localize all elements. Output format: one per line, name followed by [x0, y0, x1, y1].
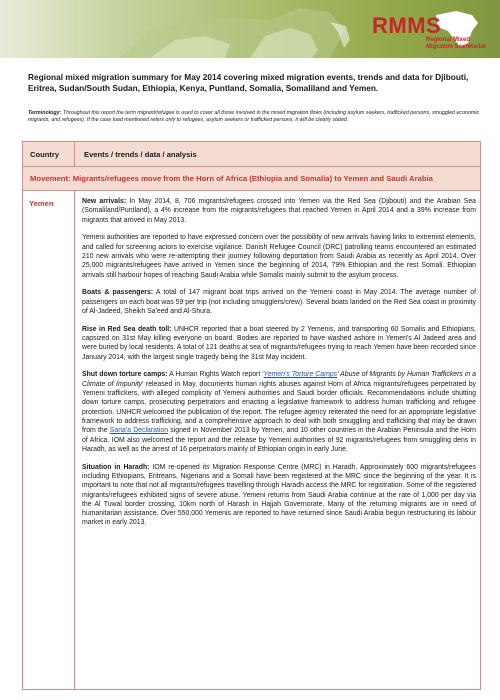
text-torture-post: signed in November 2013 by Yemen, and 10 other countries in the Arabian Peninsula and the Horn of Africa. IOM also welcomed the report and the release by Yemeni authorities of 92 migrants/refugees from smuggling dens in Haradh, as well as the arrest of 16 perpetrators mainly of Ethiopian origin in early June. — [82, 427, 476, 453]
paragraph-boats — [82, 288, 476, 316]
logo-text: RMMS — [372, 13, 442, 38]
paragraph-death-toll — [82, 325, 476, 362]
hrw-report-link[interactable]: Yemen's Torture Camps — [263, 371, 338, 379]
table-header-row — [23, 142, 480, 167]
events-table — [22, 141, 481, 690]
text-haradh: IOM re-opened its Migration Response Centre (MRC) in Haradh. Approximately 600 migrants/refugees including Ethiopians, Eritreans, Nigerians and a Somali have been registered at the MRC since the beginning of the year. It is important to note that not all migrants/refugees travelling through Haradh access the MRC for registration. Some of the registered migrants/refugees exhibited signs of severe abuse. Yemeni returns from Saudi Arabia continue at the rate of 1,000 per day via the Al Tuwal border crossing, 10km north of Harash in Hajjah Governorate. Many of the returning migrants are in need of humanitarian assistance. Over 550,000 Yemenis are reported to have returned since Saudi Arabia begun restructuring its labour market in early 2013. — [82, 463, 476, 527]
logo-subtitle: Regional Mixed Migration Secretariat — [426, 37, 486, 50]
country-cell: Yemen — [29, 199, 54, 208]
events-cell — [82, 197, 476, 536]
document-title: Regional mixed migration summary for May 2014 covering mixed migration events, trends and data for Djibouti, Eritrea, Sudan/South Sudan, Ethiopia, Kenya, Puntland, Somalia, Somaliland and Yemen. — [28, 72, 469, 93]
paragraph-authorities — [82, 233, 476, 279]
column-header-country: Country — [30, 150, 60, 159]
text-boats: A total of 147 migrant boat trips arrived on the Yemeni coast in May 2014. The average number of passengers on each boat was 59 per trip (not including smugglers/crew). Several boats landed on the Red Sea coast in proximity of Al-Jadeed, Sheikh Sa'eed and Al-Shura. — [82, 289, 477, 315]
text-torture-mid: ' released in May, documents human rights abuses against Horn of Africa migrants/refugees perpetrated by Yemeni traffickers, with alleged complicity of Yemeni authorities and Saudi border officials. Recommendations include shutting down torture camps, prosecuting perpetrators and enacting a legislative framework to address human trafficking and refugee protection. UNHCR welcomed the publication of the report. The refugee agency reiterated the need for an appropriate legislative framework to address trafficking, and a comprehensive approach to deal with both smuggling and trafficking that may be drawn from the — [82, 380, 476, 435]
terminology-note — [28, 110, 483, 124]
paragraph-new-arrivals — [82, 197, 476, 225]
text-death-toll: UNHCR reported that a boat steered by 2 Yemenis, and transporting 60 Somalis and Ethiopians, capsized on 31st May killing everyone on board. Bodies are reported to have washed ashore in Yemen's Al Jadeed area and were buried by local residents. A total of 121 deaths at sea of migrants/refugees trying to reach Yemen have been recorded since January 2014, with the largest single tragedy being the 31st May incident. — [82, 325, 476, 361]
column-header-events: Events / trends / data / analysis — [84, 150, 197, 159]
text-torture-ital: ' Abuse of Migrants by Human Traffickers in a Climate of Impunity — [82, 371, 476, 388]
lead-torture-camps: Shut down torture camps: — [82, 371, 168, 379]
text-new-arrivals: In May 2014, 8, 706 migrants/refugees crossed into Yemen via the Red Sea (Djibouti) and the Arabian Sea (Somaliland/Puntland), a 4% increase from the migrants/refugees that reached Yemen in April 2014 and a 39% increase from migrants that arrived in May 2013. — [82, 198, 476, 224]
header-banner — [0, 0, 500, 58]
rmms-logo — [368, 9, 496, 49]
movement-title: Movement: Migrants/refugees move from the Horn of Africa (Ethiopia and Somalia) to Yemen and Saudi Arabia — [30, 174, 433, 183]
lead-boats: Boats & passengers: — [82, 289, 154, 297]
text-torture-pre: A Human Rights Watch report ' — [167, 371, 264, 379]
sanaa-declaration-link[interactable]: Sana'a Declaration — [109, 427, 169, 435]
lead-haradh: Situation in Haradh: — [82, 463, 150, 471]
text-authorities: Yemeni authorities are reported to have expressed concern over the possibility of new arrivals having links to extremist elements, and called for screening actors to exercise vigilance. Danish Refugee Council (DRC) patrolling teams encountered an estimated 210 new arrivals who were re-attempting their journey following deportation from Saudi Arabia as recently as April 2014. Over 25,000 migrants/refugees have arrived in Yemen since the beginning of 2014, 79% Ethiopian and the rest Somali. Ethiopian arrivals still harbour hopes of reaching Saudi Arabia while Somalis mainly submit to the asylum process. — [82, 234, 476, 279]
lead-death-toll: Rise in Red Sea death toll: — [82, 325, 172, 333]
lead-new-arrivals: New arrivals: — [82, 198, 127, 205]
movement-row — [23, 167, 480, 191]
terminology-text: Throughout this report the term migrant/refugee is used to cover all those involved in the mixed migration flows (including asylum seekers, trafficked persons, smuggled economic migrants, and refugees). If the case load mentioned refers only to refugees, asylum seekers or trafficked persons, it will be clearly stated. — [28, 110, 480, 123]
paragraph-haradh — [82, 463, 476, 528]
terminology-label: Terminology: — [28, 110, 62, 116]
paragraph-torture-camps — [82, 370, 476, 454]
